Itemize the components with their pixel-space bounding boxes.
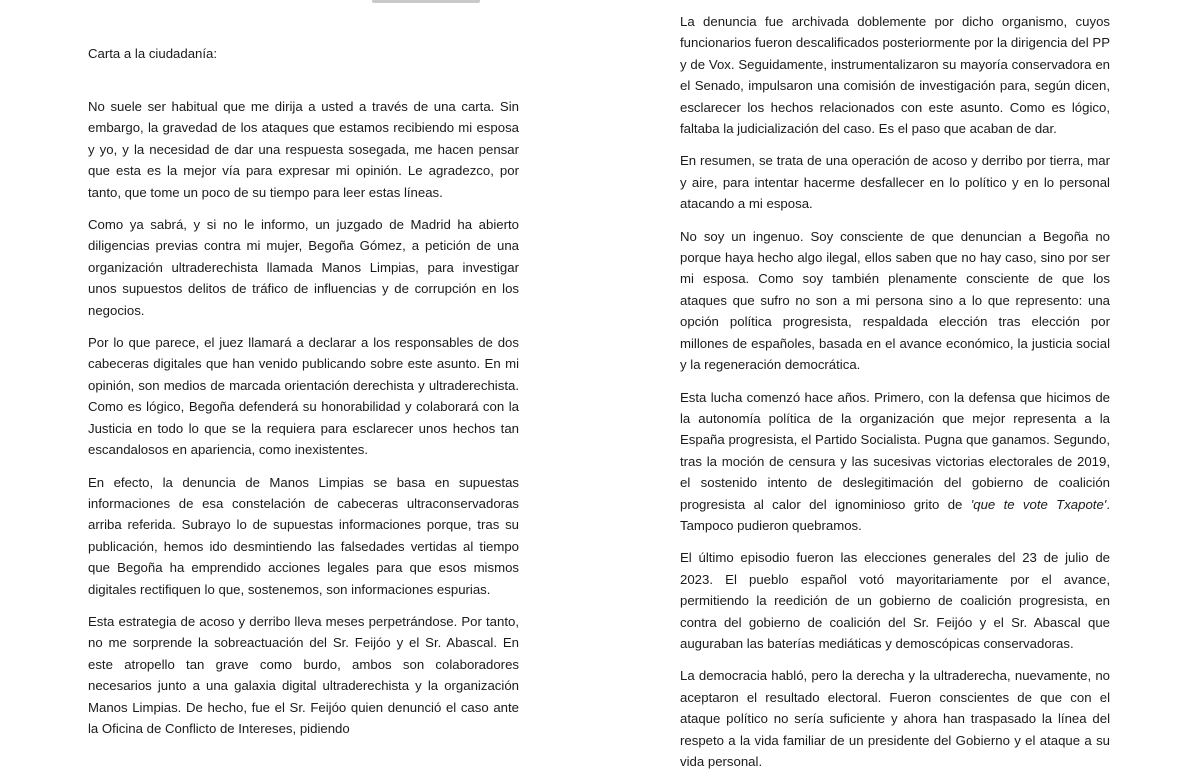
paragraph: No suele ser habitual que me dirija a usted a través de una carta. Sin embargo, la gravedad de los ataques que estamos recibiendo mi esposa y yo, y la necesidad de dar una respuesta sosegada, me hacen pensar que esta es la mejor vía para expresar mi opinión. Le agradezco, por tanto, que tome un poco de su tiempo para leer estas líneas. <box>88 99 519 200</box>
left-column-body <box>88 96 519 750</box>
paragraph: En efecto, la denuncia de Manos Limpias se basa en supuestas informaciones de esa constelación de cabeceras ultraconservadoras arriba referida. Subrayo lo de supuestas informaciones porque, tras su publicación, hemos ido desmintiendo las falsedades vertidas al tiempo que Begoña ha emprendido acciones legales para que esos mismos digitales rectifiquen lo que, sostenemos, son informaciones espurias. <box>88 474 519 597</box>
paragraph-with-quote <box>680 387 1110 537</box>
paragraph: En resumen, se trata de una operación de acoso y derribo por tierra, mar y aire, para intentar hacerme desfallecer en lo político y en lo personal atacando a mi esposa. <box>680 153 1110 212</box>
paragraph: El último episodio fueron las elecciones generales del 23 de julio de 2023. El pueblo español votó mayoritariamente por el avance, permitiendo la reedición de un gobierno de coalición progresista, en contra del gobierno de coalición del Sr. Feijóo y el Sr. Abascal que auguraban las baterías mediáticas y demoscópicas conservadoras. <box>680 550 1110 651</box>
quote-tail: . Tampoco pudieron quebramos. <box>680 496 1110 533</box>
paragraph: La denuncia fue archivada doblemente por dicho organismo, cuyos funcionarios fueron descalificados posteriormente por la dirigencia del PP y de Vox. Seguidamente, instrumentalizaron su mayoría conservadora en el Senado, impulsaron una comisión de investigación para, según dicen, esclarecer los hechos relacionados con este asunto. Como es lógico, faltaba la judicialización del caso. Es el paso que acaban de dar. <box>680 14 1110 137</box>
paragraph: Por lo que parece, el juez llamará a declarar a los responsables de dos cabeceras digitales que han venido publicando sobre este asunto. En mi opinión, son medios de marcada orientación derechista y ultraderechista. Como es lógico, Begoña defenderá su honorabilidad y colaborará con la Justicia en todo lo que se la requiera para esclarecer unos hechos tan escandalosos en apariencia, como inexistentes. <box>88 335 519 458</box>
paragraph: Como ya sabrá, y si no le informo, un juzgado de Madrid ha abierto diligencias previas contra mi mujer, Begoña Gómez, a petición de una organización ultraderechista llamada Manos Limpias, para investigar unos supuestos delitos de tráfico de influencias y de corrupción en los negocios. <box>88 217 519 318</box>
quote-italic: 'que te vote Txapote' <box>970 496 1107 512</box>
paragraph: No soy un ingenuo. Soy consciente de que denuncian a Begoña no porque haya hecho algo ilegal, ellos saben que no hay caso, sino por ser mi esposa. Como soy también plenamente consciente de que los ataques que sufro no son a mi persona sino a lo que represento: una opción política progresista, respaldada elección tras elección por millones de españoles, basada en el avance económico, la justicia social y la regeneración democrática. <box>680 228 1110 373</box>
scan-edge-mark <box>372 0 480 3</box>
paragraph: La democracia habló, pero la derecha y la ultraderecha, nuevamente, no aceptaron el resultado electoral. Fueron conscientes de que con el ataque político no sería suficiente y ahora han traspasado la línea del respeto a la vida familiar de un presidente del Gobierno y el ataque a su vida personal. <box>680 668 1110 769</box>
letter-salutation: Carta a la ciudadanía: <box>88 46 218 61</box>
paragraph: Esta estrategia de acoso y derribo lleva meses perpetrándose. Por tanto, no me sorprende la sobreactuación del Sr. Feijóo y el Sr. Abascal. En este atropello tan grave como burdo, ambos son colaboradores necesarios junto a una galaxia digital ultraderechista y la organización Manos Limpias. De hecho, fue el Sr. Feijóo quien denunció el caso ante la Oficina de Conflicto de Intereses, pidiendo <box>88 613 519 736</box>
right-column-body <box>680 11 1110 783</box>
paragraph-text: Esta lucha comenzó hace años. Primero, con la defensa que hicimos de la autonomía política de la organización que mejor representa a la España progresista, el Partido Socialista. Pugna que ganamos. Segundo, tras la moción de censura y las sucesivas victorias electorales de 2019, el sostenido intento de deslegitimación del gobierno de coalición progresista al calor del ignominioso grito de <box>680 389 1110 512</box>
